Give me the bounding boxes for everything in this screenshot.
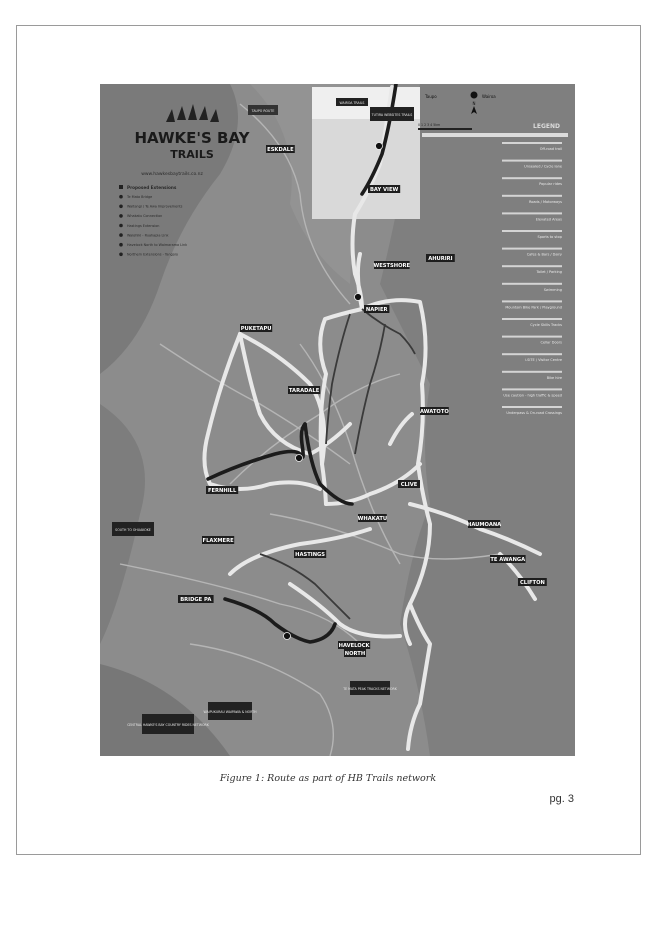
svg-text:Proposed Extensions: Proposed Extensions <box>127 185 177 190</box>
left-border <box>16 25 17 854</box>
legend-item: i-SITE / Visitor Centre <box>524 358 562 363</box>
legend-item: Swimming <box>543 287 562 292</box>
proposed-item: Waiohiki - Ruahapia Link <box>127 233 169 238</box>
to-wairoa: Wairoa <box>482 94 496 99</box>
trails-map <box>100 84 575 756</box>
place-label: ESKDALE <box>267 147 294 153</box>
legend-item: Sports to stop <box>537 235 562 239</box>
proposed-bullet <box>119 253 123 257</box>
legend-item: Toilet / Parking <box>536 270 562 275</box>
svg-text:SOUTH TO OHUAKOKE: SOUTH TO OHUAKOKE <box>115 528 151 532</box>
place-label: CLIFTON <box>519 580 545 586</box>
legend-item: Elevated Areas <box>535 217 562 222</box>
place-label: BAY VIEW <box>369 187 399 193</box>
place-label: TARADALE <box>288 388 320 394</box>
logo-subtitle: TRAILS <box>170 148 214 161</box>
place-label: HAUMOANA <box>466 522 502 528</box>
legend-item: Unsealed / Cycle lane <box>524 164 562 169</box>
place-label: PUKETAPU <box>240 326 272 332</box>
place-label: NAPIER <box>365 307 388 313</box>
legend-item: Roads / Motorways <box>528 199 562 204</box>
legend-swatch <box>502 248 562 250</box>
proposed-bullet <box>119 195 123 199</box>
proposed-bullet <box>119 214 123 218</box>
figure-caption: Figure 1: Route as part of HB Trails network <box>219 773 437 784</box>
svg-text:WAIPUKURAU WAIPAWA & NORTH: WAIPUKURAU WAIPAWA & NORTH <box>203 710 257 714</box>
svg-text:CENTRAL HAWKE'S BAY COUNTRY RI: CENTRAL HAWKE'S BAY COUNTRY RIDES NETWORK <box>127 723 209 727</box>
scale-bar: 0 1 2 3 4 5km <box>418 123 441 127</box>
svg-text:TAUPO ROUTE: TAUPO ROUTE <box>251 109 275 113</box>
place-label: NORTH <box>344 651 366 657</box>
place-label: FLAXMERE <box>202 538 234 544</box>
place-label: FERNHILL <box>207 488 237 494</box>
svg-text:WAIROA TRAILS: WAIROA TRAILS <box>339 101 365 105</box>
legend-item: Off-road trail <box>539 147 562 151</box>
right-border <box>640 25 641 854</box>
place-label: TE AWANGA <box>490 557 526 563</box>
proposed-bullet <box>119 205 123 209</box>
proposed-item: Te Mata Bridge <box>127 195 153 199</box>
legend-swatch <box>502 177 562 179</box>
place-label: CLIVE <box>400 482 418 488</box>
place-label: AWATOTO <box>420 409 449 415</box>
legend-title: LEGEND <box>533 123 560 130</box>
legend-swatch <box>502 388 562 390</box>
place-label: WESTSHORE <box>373 263 411 269</box>
proposed-bullet <box>119 233 123 237</box>
proposed-item: Northern Extensions - Tangoio <box>127 252 178 257</box>
page-number: pg. 3 <box>549 793 574 805</box>
legend-item: Cycle Skills Tracks <box>530 323 562 327</box>
svg-text:N: N <box>472 101 476 106</box>
place-label: WHAKATU <box>357 516 388 522</box>
legend-swatch <box>502 230 562 232</box>
legend-swatch <box>502 353 562 355</box>
legend-swatch <box>502 336 562 338</box>
place-label: BRIDGE PA <box>180 597 212 603</box>
proposed-bullet <box>119 243 123 247</box>
proposed-item: Hastings Extension <box>127 223 160 228</box>
svg-text:TE MATA PEAK TRACKS NETWORK: TE MATA PEAK TRACKS NETWORK <box>343 687 397 691</box>
svg-text:TUTIRA WEBSITES TRAILS: TUTIRA WEBSITES TRAILS <box>371 113 413 117</box>
legend-item: Use caution - high traffic & speed <box>503 393 562 398</box>
legend-swatch <box>502 371 562 373</box>
proposed-item: Whakatu Connection <box>127 214 163 219</box>
proposed-bullet <box>119 224 123 228</box>
bottom-border <box>16 854 641 855</box>
legend-swatch <box>502 318 562 320</box>
legend-item: Popular rides <box>539 182 562 187</box>
legend-item: Cellar Doors <box>540 340 562 345</box>
proposed-item: Waitangi / Te Awa Improvements <box>127 204 183 209</box>
legend-swatch <box>502 142 562 144</box>
legend-item: Cafes & Bars / Dairy <box>526 252 562 257</box>
legend-item: Mountain Bike Park / Playground <box>505 305 562 310</box>
legend-swatch <box>502 195 562 197</box>
logo-url: www.hawkesbaytrails.co.nz <box>141 172 203 177</box>
legend-swatch <box>502 212 562 214</box>
legend-item: Bike hire <box>546 375 562 380</box>
place-label: HASTINGS <box>295 552 326 558</box>
proposed-item: Havelock North to Waimarama Link <box>127 243 188 247</box>
legend-swatch <box>502 283 562 285</box>
top-border <box>16 25 641 26</box>
legend-swatch <box>502 300 562 302</box>
place-label: HAVELOCK <box>338 643 370 649</box>
legend-item: Underpass & On-road Crossings <box>506 411 562 415</box>
legend-swatch <box>502 265 562 267</box>
logo-title: HAWKE'S BAY <box>134 129 250 147</box>
legend-swatch <box>502 160 562 162</box>
place-label: AHURIRI <box>428 256 453 262</box>
legend-swatch <box>502 406 562 408</box>
to-taupo: Taupo <box>425 94 437 99</box>
